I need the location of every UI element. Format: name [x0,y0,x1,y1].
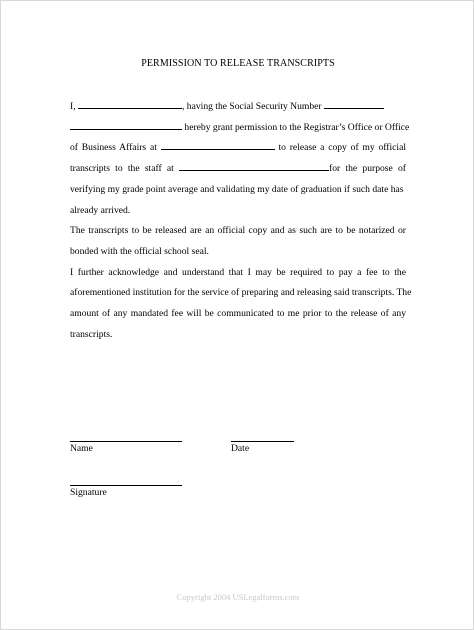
signature-label: Signature [70,487,107,498]
text-release-copy: to release a copy of my official [274,142,407,154]
paragraph3-line4: transcripts. [70,328,113,340]
paragraph1-line3 [70,138,406,159]
blank-name-field[interactable] [78,99,182,109]
blank-business-affairs-field[interactable] [161,140,275,150]
signature-line[interactable] [70,485,182,486]
paragraph2-line1: The transcripts to be released are an official copy and as such are to be notarized or [70,225,406,237]
paragraph2-line2: bonded with the official school seal. [70,245,209,257]
paragraph3-line2: aforementioned institution for the service of preparing and releasing said transcripts. The [70,287,412,299]
name-signature-line[interactable] [70,441,182,442]
text-business-affairs: of Business Affairs at [70,142,161,154]
date-label: Date [231,443,250,454]
paragraph3-line3: amount of any mandated fee will be communicated to me prior to the release of any [70,308,406,320]
text-grant-permission: hereby grant permission to the Registrar’s Office or Office [182,121,410,133]
name-label: Name [70,443,93,454]
copyright-footer: Copyright 2004 USLegalforms.com [176,592,300,602]
text-purpose: for the purpose of [329,163,407,175]
paragraph1-line4 [70,159,406,180]
blank-ssn-field[interactable] [324,99,384,109]
paragraph1-line1 [70,97,406,118]
paragraph3-line1: I further acknowledge and understand that I may be required to pay a fee to the [70,266,406,278]
document-title: PERMISSION TO RELEASE TRANSCRIPTS [141,58,335,69]
text-i: I, [70,101,78,112]
document-body [70,97,412,345]
paragraph1-line5: verifying my grade point average and validating my date of graduation if such date has [70,183,404,195]
blank-institution-field[interactable] [70,120,182,130]
paragraph1-line2 [70,118,410,139]
text-staff-at: transcripts to the staff at [70,163,180,175]
blank-staff-field[interactable] [179,161,329,171]
date-signature-line[interactable] [231,441,294,442]
text-ssn-label: , having the Social Security Number [182,101,325,112]
paragraph1-line6: already arrived. [70,204,131,216]
